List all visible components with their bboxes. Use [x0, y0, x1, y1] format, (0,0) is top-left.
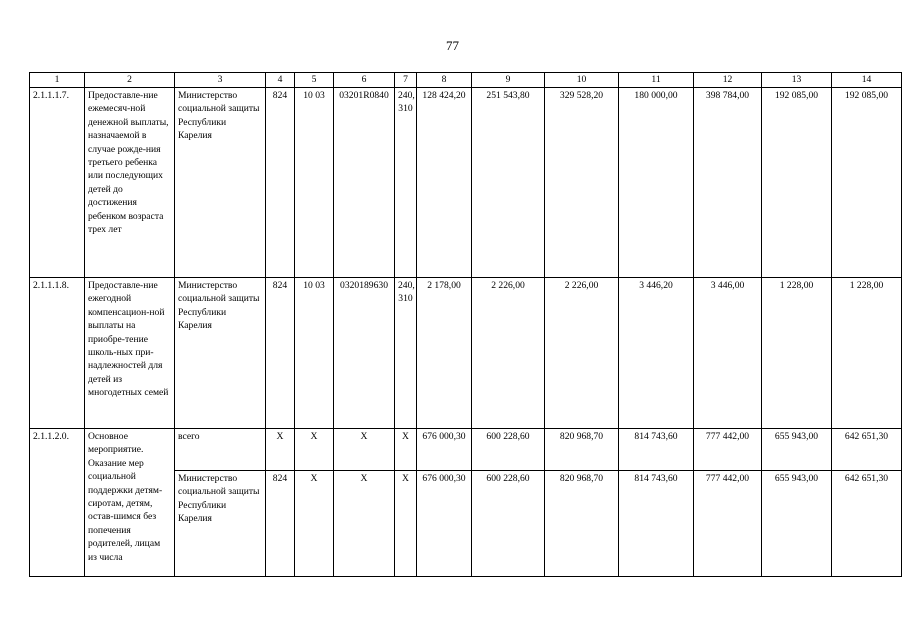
cell-value: 398 784,00 [694, 88, 762, 278]
column-header: 12 [694, 73, 762, 88]
row-executor: Министерство социальной защиты Республики Карелия [175, 278, 266, 429]
row-code: 2.1.1.2.0. [30, 429, 85, 577]
row-executor: Министерство социальной защиты Республики Карелия [175, 88, 266, 278]
table-row [30, 88, 902, 278]
column-number-row [30, 73, 902, 88]
row-executor: всего [175, 429, 266, 471]
table-row [30, 429, 902, 471]
page-number: 77 [446, 38, 459, 53]
cell-value: 655 943,00 [762, 429, 832, 471]
row-description: Предоставле-ние ежемесяч-ной денежной выплаты, назначаемой в случае рожде-ния третьего ребенка или последующих детей до достижения ребенком возраста трех лет [85, 88, 175, 278]
cell-section: 10 03 [295, 88, 334, 278]
cell-target-article: 03201R0840 [334, 88, 395, 278]
column-header: 7 [395, 73, 417, 88]
cell-value: 128 424,20 [417, 88, 472, 278]
row-code: 2.1.1.1.7. [30, 88, 85, 278]
table-row [30, 278, 902, 429]
column-header: 14 [832, 73, 902, 88]
cell-expense-type: Х [395, 429, 417, 471]
column-header: 6 [334, 73, 395, 88]
row-code: 2.1.1.1.8. [30, 278, 85, 429]
cell-value: 329 528,20 [545, 88, 619, 278]
cell-expense-type: 240, 310 [395, 278, 417, 429]
cell-value: 820 968,70 [545, 471, 619, 577]
cell-target-article: Х [334, 471, 395, 577]
cell-value: 2 226,00 [472, 278, 545, 429]
cell-value: 600 228,60 [472, 429, 545, 471]
column-header: 5 [295, 73, 334, 88]
cell-expense-type: 240, 310 [395, 88, 417, 278]
cell-section: 10 03 [295, 278, 334, 429]
row-description: Предоставле-ние ежегодной компенсацион-ной выплаты на приобре-тение школь-ных при-надлежностей для детей из многодетных семей [85, 278, 175, 429]
column-header: 8 [417, 73, 472, 88]
cell-ministry-code: Х [266, 429, 295, 471]
cell-value: 2 178,00 [417, 278, 472, 429]
cell-value: 777 442,00 [694, 429, 762, 471]
cell-value: 655 943,00 [762, 471, 832, 577]
cell-value: 676 000,30 [417, 471, 472, 577]
column-header: 3 [175, 73, 266, 88]
cell-value: 3 446,20 [619, 278, 694, 429]
cell-value: 814 743,60 [619, 471, 694, 577]
cell-value: 180 000,00 [619, 88, 694, 278]
cell-target-article: 0320189630 [334, 278, 395, 429]
cell-value: 676 000,30 [417, 429, 472, 471]
column-header: 9 [472, 73, 545, 88]
budget-table [29, 72, 902, 577]
cell-value: 251 543,80 [472, 88, 545, 278]
cell-value: 820 968,70 [545, 429, 619, 471]
column-header: 4 [266, 73, 295, 88]
cell-value: 777 442,00 [694, 471, 762, 577]
cell-ministry-code: 824 [266, 471, 295, 577]
column-header: 1 [30, 73, 85, 88]
column-header: 13 [762, 73, 832, 88]
column-header: 11 [619, 73, 694, 88]
cell-value: 192 085,00 [762, 88, 832, 278]
cell-ministry-code: 824 [266, 88, 295, 278]
cell-section: Х [295, 471, 334, 577]
row-description: Основное мероприятие. Оказание мер социальной поддержки детям-сиротам, детям, остав-шимся без попечения родителей, лицам из числа [85, 429, 175, 577]
cell-value: 814 743,60 [619, 429, 694, 471]
cell-value: 1 228,00 [762, 278, 832, 429]
row-executor: Министерство социальной защиты Республики Карелия [175, 471, 266, 577]
cell-value: 1 228,00 [832, 278, 902, 429]
cell-value: 600 228,60 [472, 471, 545, 577]
cell-value: 2 226,00 [545, 278, 619, 429]
cell-value: 642 651,30 [832, 471, 902, 577]
cell-ministry-code: 824 [266, 278, 295, 429]
cell-value: 192 085,00 [832, 88, 902, 278]
cell-target-article: Х [334, 429, 395, 471]
cell-expense-type: Х [395, 471, 417, 577]
cell-value: 3 446,00 [694, 278, 762, 429]
column-header: 10 [545, 73, 619, 88]
cell-section: Х [295, 429, 334, 471]
cell-value: 642 651,30 [832, 429, 902, 471]
column-header: 2 [85, 73, 175, 88]
